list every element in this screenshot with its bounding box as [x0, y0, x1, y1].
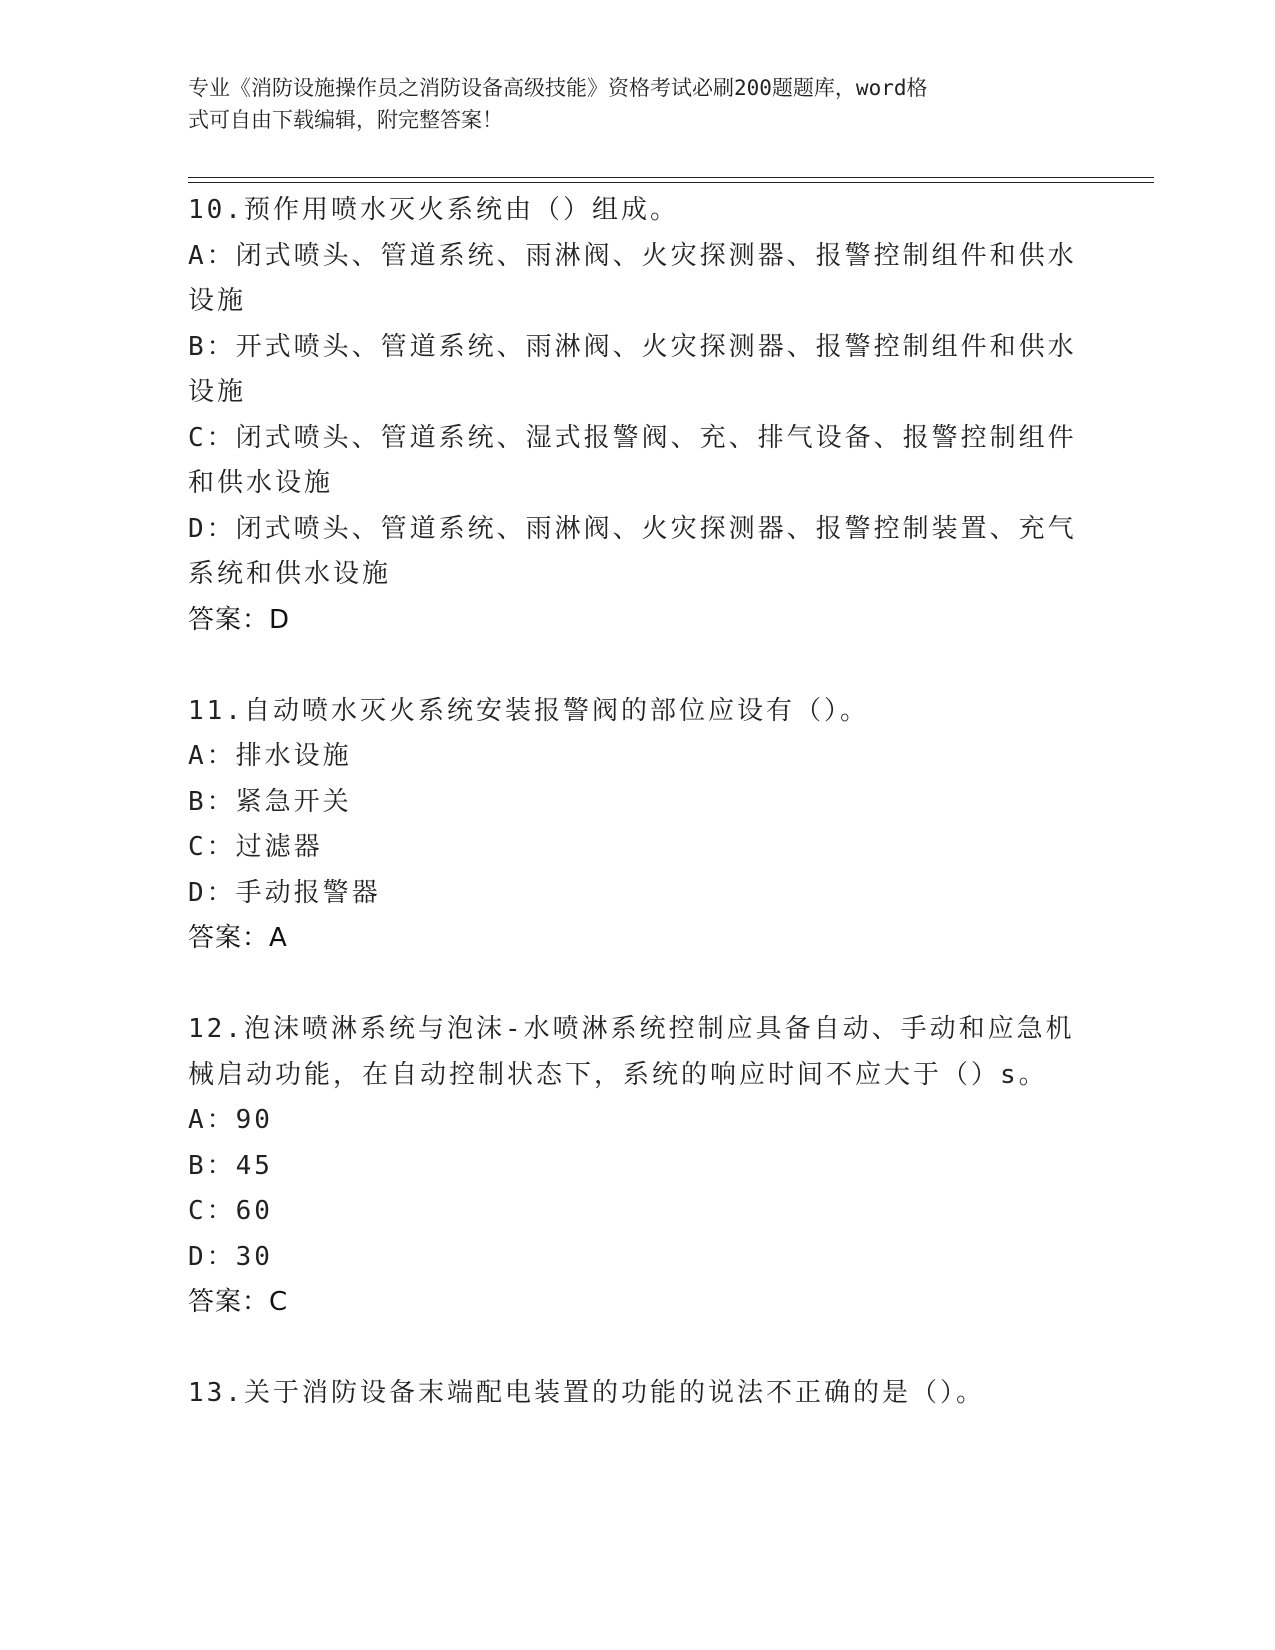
answer-text: 答案：D: [188, 604, 291, 635]
header-divider-bottom: [188, 182, 1154, 183]
answer-text: 答案：A: [188, 923, 288, 953]
question-spacer: [188, 643, 1088, 689]
option-b: B：紧急开关: [188, 786, 352, 817]
question-text: 12.泡沫喷淋系统与泡沫-水喷淋系统控制应具备自动、手动和应急机: [188, 1014, 1075, 1044]
document-header: [188, 72, 1068, 136]
question-spacer: [188, 1326, 1088, 1372]
header-line-1: 专业《消防设施操作员之消防设备高级技能》资格考试必刷200题题库，word格: [188, 76, 928, 100]
question-text-continued: 械启动功能，在自动控制状态下，系统的响应时间不应大于（）s。: [188, 1059, 1048, 1090]
question-block: [188, 689, 1088, 962]
header-divider-top: [188, 177, 1154, 178]
question-spacer: [188, 962, 1088, 1008]
question-block: [188, 1371, 1088, 1417]
question-text: 11.自动喷水灭火系统安装报警阀的部位应设有（）。: [188, 695, 869, 726]
question-block: [188, 188, 1088, 643]
option-d: D：30: [188, 1241, 273, 1272]
option-a: A：90: [188, 1105, 273, 1135]
option-c: C：过滤器: [188, 832, 323, 862]
option-d-continued: 系统和供水设施: [188, 559, 392, 589]
question-text: 10.预作用喷水灭火系统由（）组成。: [188, 195, 679, 225]
option-a: A：闭式喷头、管道系统、雨淋阀、火灾探测器、报警控制组件和供水: [188, 240, 1077, 271]
header-line-2: 式可自由下载编辑，附完整答案！: [188, 108, 503, 132]
option-c: C：60: [188, 1196, 273, 1226]
question-list: [188, 188, 1088, 1417]
option-c: C：闭式喷头、管道系统、湿式报警阀、充、排气设备、报警控制组件: [188, 422, 1077, 453]
question-block: [188, 1007, 1088, 1326]
option-b: B：45: [188, 1150, 273, 1181]
option-b-continued: 设施: [188, 377, 247, 407]
option-b: B：开式喷头、管道系统、雨淋阀、火灾探测器、报警控制组件和供水: [188, 331, 1077, 362]
option-c-continued: 和供水设施: [188, 468, 334, 498]
option-d: D：闭式喷头、管道系统、雨淋阀、火灾探测器、报警控制装置、充气: [188, 513, 1077, 544]
option-d: D：手动报警器: [188, 877, 381, 908]
option-a-continued: 设施: [188, 286, 247, 316]
answer-text: 答案：C: [188, 1287, 289, 1317]
question-text: 13.关于消防设备末端配电装置的功能的说法不正确的是（）。: [188, 1378, 985, 1408]
option-a: A：排水设施: [188, 741, 352, 771]
